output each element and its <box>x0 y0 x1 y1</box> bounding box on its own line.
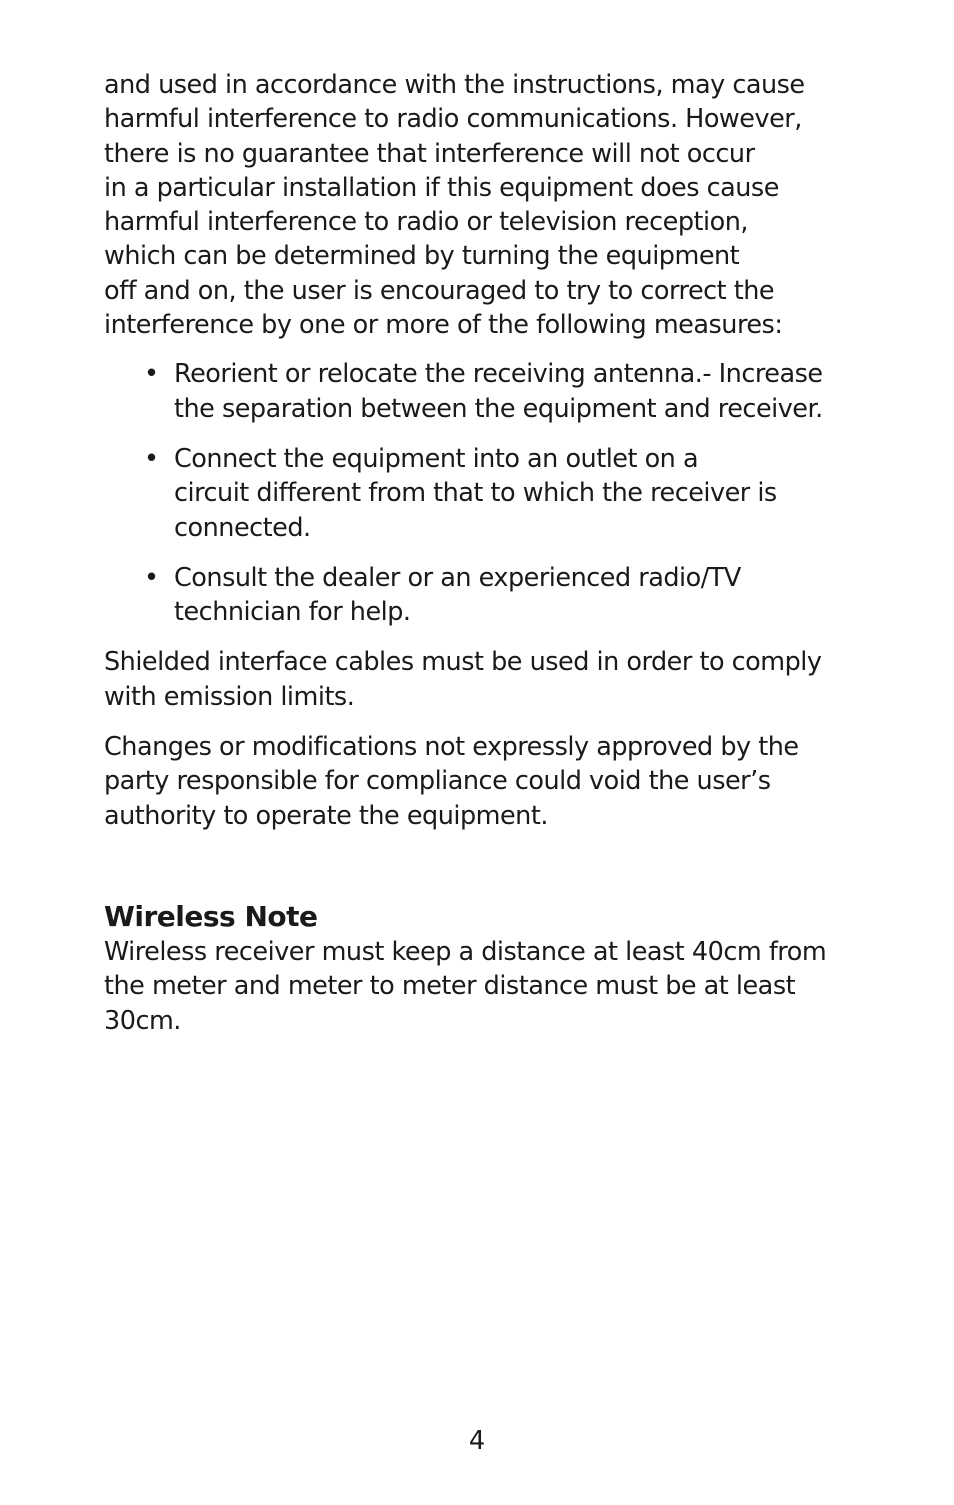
text-line: and used in accordance with the instructions, may cause <box>104 70 805 100</box>
text-line: 30cm. <box>104 1005 181 1036</box>
text-line: Changes or modifications not expressly approved by the <box>104 732 799 763</box>
intro-paragraph <box>104 68 894 342</box>
list-item-text <box>174 442 777 545</box>
text-line: connected. <box>174 512 311 543</box>
bullet-icon: • <box>144 359 159 390</box>
changes-paragraph <box>104 730 894 833</box>
page-number: 4 <box>468 1426 486 1456</box>
text-line: with emission limits. <box>104 681 355 712</box>
text-line: technician for help. <box>174 597 411 628</box>
text-line: Reorient or relocate the receiving antenna.- Increase <box>174 359 823 390</box>
text-line: harmful interference to radio communications. However, <box>104 104 802 135</box>
wireless-note-heading: Wireless Note <box>104 899 318 933</box>
text-line: there is no guarantee that interference will not occur <box>104 138 755 169</box>
text-line: the meter and meter to meter distance must be at least <box>104 971 796 1002</box>
text-line: Consult the dealer or an experienced radio/TV <box>174 562 741 593</box>
bullet-icon: • <box>144 562 159 593</box>
text-line: Wireless receiver must keep a distance at least 40cm from <box>104 936 827 967</box>
text-line: in a particular installation if this equipment does cause <box>104 172 779 203</box>
shielded-cables-paragraph <box>104 645 894 714</box>
text-line: the separation between the equipment and receiver. <box>174 393 823 424</box>
text-line: circuit different from that to which the receiver is <box>174 478 777 509</box>
text-line: party responsible for compliance could void the user’s <box>104 766 771 797</box>
list-item <box>144 561 894 630</box>
measures-list <box>104 357 894 629</box>
text-line: harmful interference to radio or television reception, <box>104 207 748 238</box>
list-item-text <box>174 357 823 426</box>
text-line: Shielded interface cables must be used in order to comply <box>104 647 822 678</box>
list-item-text <box>174 561 741 630</box>
list-item <box>144 357 894 426</box>
bullet-icon: • <box>144 443 159 474</box>
text-line: authority to operate the equipment. <box>104 800 548 831</box>
text-line: off and on, the user is encouraged to try to correct the <box>104 275 775 306</box>
list-item <box>144 442 894 545</box>
text-line: which can be determined by turning the equipment <box>104 241 740 272</box>
text-line: Connect the equipment into an outlet on a <box>174 443 699 474</box>
wireless-note-paragraph <box>104 935 894 1038</box>
document-page <box>104 68 894 1038</box>
text-line: interference by one or more of the following measures: <box>104 310 783 341</box>
